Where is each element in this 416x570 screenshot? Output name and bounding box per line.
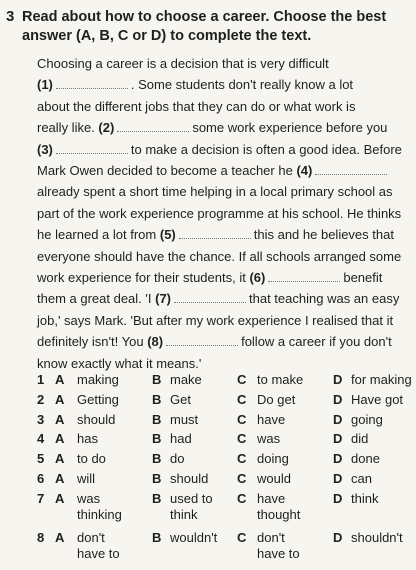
option-letter: C	[237, 451, 247, 467]
option-letter: D	[333, 431, 343, 447]
passage-line: Mark Owen decided to become a teacher he (4)	[37, 160, 413, 181]
option-b[interactable]: wouldn't	[170, 529, 218, 545]
answer-blank[interactable]	[174, 292, 246, 303]
passage-line: already spent a short time helping in a local primary school as	[37, 184, 393, 200]
option-c[interactable]: Do get	[257, 391, 296, 407]
question-number: 4	[37, 431, 45, 447]
option-b[interactable]: Get	[170, 391, 191, 407]
reading-passage	[37, 53, 413, 374]
option-letter: B	[152, 411, 162, 427]
option-letter: A	[55, 411, 65, 427]
option-b[interactable]: must	[170, 411, 199, 427]
question-number: 8	[37, 529, 45, 545]
option-letter: B	[152, 529, 162, 545]
answer-blank[interactable]	[315, 164, 387, 175]
passage-line: (1) . Some students don't really know a lot	[37, 77, 354, 93]
question-number: 6	[37, 470, 45, 486]
option-b[interactable]: make	[170, 372, 202, 387]
option-a[interactable]: was thinking	[77, 490, 122, 522]
answer-blank[interactable]	[56, 78, 128, 89]
option-row	[37, 392, 415, 412]
option-d[interactable]: can	[351, 470, 372, 486]
passage-line: job,' says Mark. 'But after my work experience I realised that it	[37, 312, 394, 328]
option-letter: D	[333, 529, 343, 545]
passage-line: he learned a lot from (5) this and he believes that	[37, 227, 394, 243]
option-d[interactable]: for making	[351, 372, 412, 387]
option-letter: C	[237, 372, 247, 387]
gap-number: (1)	[37, 77, 53, 93]
option-row	[37, 372, 415, 392]
option-d[interactable]: done	[351, 451, 380, 467]
option-letter: D	[333, 451, 343, 467]
option-letter: B	[152, 451, 162, 467]
option-letter: C	[237, 490, 247, 506]
option-a[interactable]: making	[77, 372, 119, 387]
option-letter: D	[333, 391, 343, 407]
option-a[interactable]: Getting	[77, 391, 119, 407]
question-number: 2	[37, 391, 45, 407]
passage-line: Choosing a career is a decision that is very difficult	[37, 56, 329, 71]
answer-blank[interactable]	[179, 228, 251, 239]
answer-blank[interactable]	[56, 143, 128, 154]
option-c[interactable]: would	[257, 470, 291, 486]
passage-line: work experience for their students, it (6) benefit	[37, 270, 383, 286]
answer-blank[interactable]	[268, 271, 340, 282]
passage-line: really like. (2) some work experience before you	[37, 120, 388, 136]
option-b[interactable]: used to think	[170, 490, 213, 522]
passage-line: them a great deal. 'I (7) that teaching was an easy	[37, 291, 400, 307]
option-a[interactable]: will	[77, 470, 96, 486]
option-b[interactable]: had	[170, 431, 192, 447]
gap-number: (4)	[296, 163, 313, 179]
option-row	[37, 412, 415, 432]
option-letter: C	[237, 529, 247, 545]
question-number: 1	[37, 372, 45, 387]
passage-line: about the different jobs that they can do or what work is	[37, 98, 356, 114]
gap-number: (5)	[159, 227, 176, 243]
option-d[interactable]: shouldn't	[351, 529, 403, 545]
gap-number: (8)	[147, 334, 164, 350]
passage-line: everyone should have the chance. If all schools arranged some	[37, 248, 402, 264]
option-letter: C	[237, 431, 247, 447]
option-d[interactable]: Have got	[351, 391, 404, 407]
option-row	[37, 491, 415, 530]
option-c[interactable]: doing	[257, 451, 289, 467]
option-d[interactable]: did	[351, 431, 369, 447]
exercise-number: 3	[6, 8, 15, 25]
option-letter: B	[152, 391, 162, 407]
gap-number: (7)	[155, 291, 172, 307]
question-number: 5	[37, 451, 45, 467]
question-number: 7	[37, 490, 45, 506]
option-c[interactable]: don't have to	[257, 529, 300, 561]
option-b[interactable]: do	[170, 451, 185, 467]
question-number: 3	[37, 411, 45, 427]
option-letter: A	[55, 490, 65, 506]
option-letter: B	[152, 372, 162, 387]
option-letter: D	[333, 470, 343, 486]
option-letter: C	[237, 391, 247, 407]
option-letter: B	[152, 490, 162, 506]
option-letter: B	[152, 470, 162, 486]
option-row	[37, 451, 415, 471]
option-letter: B	[152, 431, 162, 447]
option-row	[37, 471, 415, 491]
exercise-instruction: Read about how to choose a career. Choose the best answer (A, B, C or D) to complete the text.	[22, 9, 387, 44]
option-row	[37, 530, 415, 569]
gap-number: (6)	[249, 270, 266, 286]
option-c[interactable]: have	[257, 411, 286, 427]
option-a[interactable]: to do	[77, 451, 106, 467]
passage-line: know exactly what it means.'	[37, 355, 202, 371]
gap-number: (2)	[98, 120, 115, 136]
passage-line: part of the work experience programme at his school. He thinks	[37, 205, 402, 221]
option-letter: A	[55, 431, 65, 447]
option-letter: D	[333, 411, 343, 427]
option-letter: A	[55, 529, 65, 545]
passage-line: (3) to make a decision is often a good idea. Before	[37, 141, 402, 157]
option-a[interactable]: don't have to	[77, 529, 120, 561]
answer-blank[interactable]	[117, 121, 189, 132]
option-d[interactable]: going	[351, 411, 383, 427]
option-c[interactable]: have thought	[257, 490, 301, 522]
option-b[interactable]: should	[170, 470, 209, 486]
answer-blank[interactable]	[166, 335, 238, 346]
option-letter: A	[55, 451, 65, 467]
option-letter: C	[237, 470, 247, 486]
option-letter: D	[333, 490, 343, 506]
option-row	[37, 431, 415, 451]
option-c[interactable]: to make	[257, 372, 304, 387]
option-letter: A	[55, 470, 65, 486]
option-letter: D	[333, 372, 343, 387]
option-a[interactable]: should	[77, 411, 116, 427]
passage-line: definitely isn't! You (8) follow a career if you don't	[37, 334, 392, 350]
gap-number: (3)	[37, 141, 53, 157]
option-c[interactable]: was	[257, 431, 281, 447]
option-letter: C	[237, 411, 247, 427]
option-letter: A	[55, 391, 65, 407]
option-d[interactable]: think	[351, 490, 379, 506]
answer-options	[37, 372, 415, 569]
option-a[interactable]: has	[77, 431, 98, 447]
option-letter: A	[55, 372, 65, 387]
